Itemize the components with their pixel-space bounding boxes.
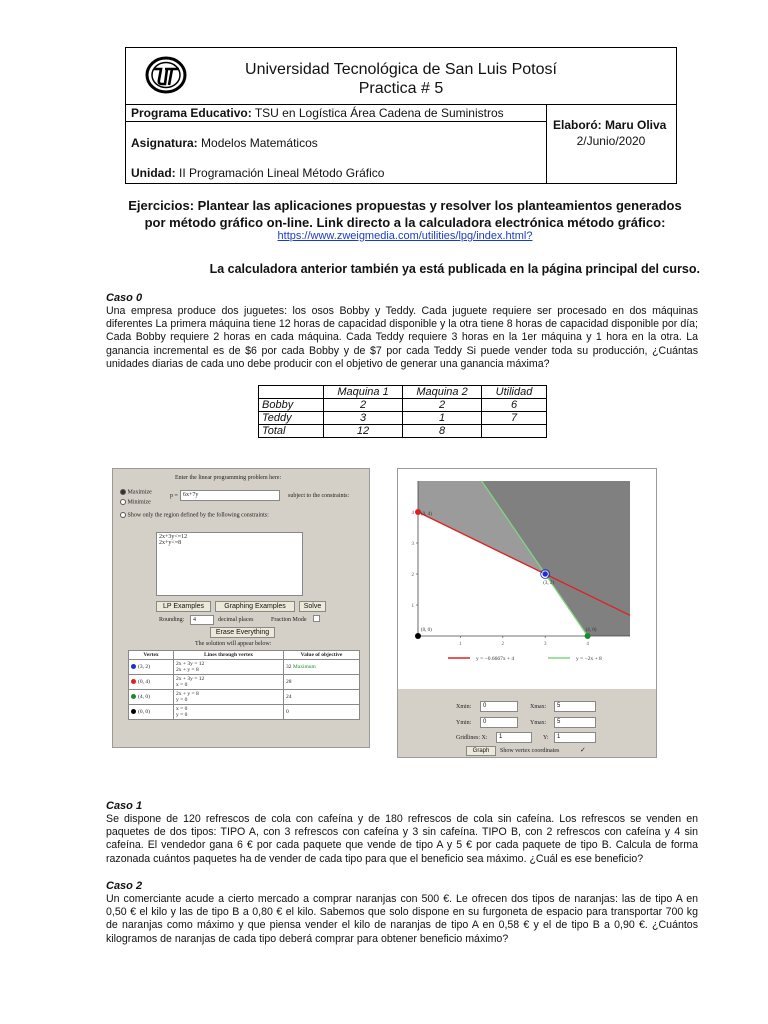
university-title — [126, 60, 676, 98]
fraction-mode-checkbox[interactable] — [313, 615, 320, 622]
asignatura-label: Asignatura: — [131, 136, 198, 150]
objective-cell: 28 — [284, 675, 360, 690]
table-cell: Total — [259, 425, 324, 438]
solution-row — [129, 675, 360, 690]
table-cell: Teddy — [259, 412, 324, 425]
table-cell: 1 — [403, 412, 482, 425]
objective-cell — [284, 660, 360, 675]
programa-label: Programa Educativo: — [131, 106, 252, 120]
graph-settings — [398, 689, 656, 757]
show-only-option[interactable] — [120, 512, 269, 518]
calculator-note: La calculadora anterior también ya está publicada en la página principal del curso. — [209, 262, 700, 276]
line-eq: 2x + 3y = 12 — [176, 661, 205, 667]
lp-graph — [398, 469, 656, 689]
lp-input-panel — [112, 468, 370, 748]
lines-cell — [174, 660, 284, 675]
vertex-label: (0, 0) — [421, 628, 432, 633]
vertex-label: (3, 2) — [543, 581, 555, 586]
lines-cell — [174, 690, 284, 705]
y-tick-label: 3 — [411, 542, 414, 547]
p-label: p = — [170, 493, 178, 499]
solution-row — [129, 660, 360, 675]
gridlines-y-value: 1 — [557, 734, 561, 740]
line-eq: x = 0 — [176, 706, 188, 712]
xmin-label: Xmin: — [456, 704, 472, 710]
table-cell: 12 — [324, 425, 403, 438]
practice-number: Practica # 5 — [358, 80, 444, 97]
rounding-value: 4 — [193, 617, 196, 623]
solution-row — [129, 705, 360, 720]
gridlines-y-label: Y: — [543, 735, 549, 741]
xmax-label: Xmax: — [530, 704, 547, 710]
vertex-dot-icon — [131, 664, 136, 669]
gridlines-x-input[interactable] — [496, 732, 532, 743]
subject-to-label: subject to the constraints: — [288, 493, 350, 499]
graph-button[interactable]: Graph — [466, 746, 496, 756]
maximize-label: Maximize — [127, 489, 152, 496]
vertex-cell — [129, 675, 174, 690]
unidad-value: II Programación Lineal Método Gráfico — [179, 166, 385, 180]
decimal-places-label: decimal places — [218, 617, 254, 623]
vertex-dot-icon — [131, 694, 136, 699]
gridlines-y-input[interactable] — [554, 732, 596, 743]
line-eq: y = 0 — [176, 697, 188, 703]
table-row — [259, 412, 547, 425]
y-tick-label: 2 — [411, 573, 414, 578]
caso-0-title: Caso 0 — [106, 292, 143, 304]
caso-0-text: Una empresa produce dos juguetes: los osos Bobby y Teddy. Cada juguete requiere ser procesado en dos máquinas diferentes La primera máquina tiene 12 horas de capacidad disponible y la otra tiene 8 horas de capacidad disponible por día; Cada Bobby requiere 2 horas en cada máquina. Cada Teddy requiere 3 horas en la 1er máquina y 1 hora en la otra. La ganancia incremental es de $6 por cada Bobby y de $7 por cada Teddy Si puede vender toda su producción, ¿Cuántas unidades diarias de cada uno debe producir con el objetivo de generar una ganancia máxima? — [106, 305, 698, 370]
programa-value: TSU en Logística Área Cadena de Suministros — [254, 106, 504, 120]
table-cell: 7 — [482, 412, 547, 425]
vertex-cell — [129, 660, 174, 675]
rounding-label: Rounding: — [159, 617, 185, 623]
solution-row — [129, 690, 360, 705]
checkmark-icon[interactable]: ✓ — [580, 746, 586, 754]
line-eq: x = 0 — [176, 682, 188, 688]
show-only-label: Show only the region defined by the following constraints: — [127, 512, 269, 519]
constraint-line: 2x+3y<=12 — [159, 534, 188, 540]
table-header: Maquina 2 — [403, 386, 482, 399]
gridlines-x-value: 1 — [499, 734, 503, 740]
table-header — [259, 386, 324, 399]
solution-table — [128, 650, 360, 720]
maximum-tag: Maximum — [292, 664, 316, 670]
table-cell: 3 — [324, 412, 403, 425]
calculator-link[interactable]: https://www.zweigmedia.com/utilities/lpg/index.html? — [277, 230, 533, 242]
author: Elaboró: Maru Oliva — [553, 118, 667, 132]
y-tick-label: 1 — [411, 604, 414, 609]
vertex-dot-icon — [131, 709, 136, 714]
solution-note: The solution will appear below: — [195, 641, 272, 647]
xmax-input[interactable] — [554, 701, 596, 712]
vertex-label: (4, 0) — [585, 628, 597, 633]
rounding-input[interactable] — [190, 615, 214, 625]
table-cell: 6 — [482, 399, 547, 412]
ymax-input[interactable] — [554, 717, 596, 728]
infeasible-region-overlap — [482, 481, 630, 636]
table-cell: 2 — [324, 399, 403, 412]
objective-input[interactable] — [180, 490, 280, 501]
caso-2-text: Un comerciante acude a cierto mercado a comprar naranjas con 500 €. Le ofrecen dos tipos de naranjas: las de tipo A en 0,50 € el kilo y las de tipo B a 0,80 € el kilo. Sabemos que solo dispone en su furgoneta de espacio para transportar 700 kg de naranjas como máximo y que piensa vender el kilo de naranjas de tipo A en 0,58 € y el de tipo B a 0,90 €. ¿Cuántos kilogramos de naranjas de cada tipo deberá comprar para obtener beneficio máximo? — [106, 893, 698, 945]
table-cell: Bobby — [259, 399, 324, 412]
line-eq: 2x + y = 8 — [176, 667, 199, 673]
solution-header: Value of objective — [284, 651, 360, 660]
minimize-label: Minimize — [127, 499, 151, 506]
unidad-label: Unidad: — [131, 166, 176, 180]
table-cell: 2 — [403, 399, 482, 412]
line-eq: y = 0 — [176, 712, 188, 718]
vertex-label: (3, 2) — [138, 664, 150, 670]
legend-label: y = −0.6667x + 4 — [476, 656, 515, 662]
table-header: Maquina 1 — [324, 386, 403, 399]
objective-cell: 0 — [284, 705, 360, 720]
line-eq: 2x + y = 8 — [176, 691, 199, 697]
table-header: Utilidad — [482, 386, 547, 399]
legend-label: y = −2x + 8 — [576, 656, 602, 662]
date: 2/Junio/2020 — [576, 134, 646, 148]
ymax-value: 5 — [557, 719, 561, 725]
asignatura-value: Modelos Matemáticos — [201, 136, 318, 150]
objective-value: 32 — [286, 664, 292, 670]
x-tick-label: 1 — [459, 642, 462, 647]
solve-button[interactable]: Solve — [299, 601, 326, 612]
maximize-option[interactable] — [120, 489, 152, 495]
constraint-line: 2x+y<=8 — [159, 540, 182, 546]
header-title-area — [126, 48, 676, 105]
header-course-info — [126, 104, 546, 183]
graphing-examples-button[interactable]: Graphing Examples — [215, 601, 295, 612]
line-eq: 2x + 3y = 12 — [176, 676, 205, 682]
exercise-instructions — [110, 197, 700, 231]
asignatura-row — [131, 136, 318, 150]
graph-panel — [397, 468, 657, 758]
xmin-value: 0 — [483, 703, 487, 709]
vertex-cell — [129, 705, 174, 720]
divider — [126, 121, 546, 122]
table-row — [259, 399, 547, 412]
x-tick-label: 4 — [586, 642, 589, 647]
fraction-mode-label: Fraction Mode — [271, 617, 307, 623]
table-row — [259, 425, 547, 438]
unidad-row — [131, 166, 384, 180]
xmax-value: 5 — [557, 703, 561, 709]
vertex-cell — [129, 690, 174, 705]
table-cell — [482, 425, 547, 438]
vertex-dot-icon — [131, 679, 136, 684]
header-author-info — [546, 104, 677, 183]
solution-header: Vertex — [129, 651, 174, 660]
x-tick-label: 2 — [501, 642, 505, 647]
caso-0-table — [258, 385, 547, 438]
erase-everything-button[interactable]: Erase Everything — [210, 627, 275, 638]
vertex-label: (0, 4) — [138, 679, 150, 685]
vertex-label: (0, 4) — [421, 512, 432, 517]
instructions-line-1: Ejercicios: Plantear las aplicaciones propuestas y resolver los planteamientos generados — [128, 198, 682, 213]
vertex-label: (0, 0) — [138, 709, 150, 715]
lp-examples-button[interactable]: LP Examples — [156, 601, 211, 612]
gridlines-label: Gridlines: X: — [456, 735, 488, 741]
programa-row — [131, 106, 504, 120]
constraints-textarea[interactable] — [156, 532, 303, 596]
x-tick-label: 3 — [543, 642, 547, 647]
instructions-line-2: por método gráfico on-line. Link directo a la calculadora electrónica método gráfico: — [144, 215, 666, 230]
ymin-value: 0 — [483, 719, 487, 725]
lines-cell — [174, 705, 284, 720]
ymin-label: Ymin: — [456, 720, 472, 726]
caso-2-title: Caso 2 — [106, 880, 143, 892]
vertex-point — [542, 571, 548, 577]
lines-cell — [174, 675, 284, 690]
university-name: Universidad Tecnológica de San Luis Potosí — [245, 61, 557, 78]
vertex-point — [415, 633, 421, 639]
caso-1-text: Se dispone de 120 refrescos de cola con cafeína y de 180 refrescos de cola sin cafeína. Los refrescos se venden en paquetes de dos tipos: TIPO A, con 3 refrescos con cafeína y 3 sin cafeína. TIPO B, con 2 refrescos con cafeína y 4 sin cafeína. El vendedor gana 6 € por cada paquete que vende de tipo A y 5 € por cada paquete de tipo B. Calcula de forma razonada cuántos paquetes ha de vender de cada tipo para que el beneficio sea máximo. ¿Cuál es ese beneficio? — [106, 813, 698, 865]
vertex-point — [585, 633, 591, 639]
minimize-option[interactable] — [120, 499, 151, 505]
solution-header-row — [129, 651, 360, 660]
lp-heading: Enter the linear programming problem here: — [175, 475, 282, 481]
ymax-label: Ymax: — [530, 720, 547, 726]
xmin-input[interactable] — [480, 701, 518, 712]
vertex-label: (4, 0) — [138, 694, 150, 700]
table-cell: 8 — [403, 425, 482, 438]
objective-cell: 24 — [284, 690, 360, 705]
table-header-row — [259, 386, 547, 399]
y-tick-label: 4 — [411, 511, 414, 516]
ymin-input[interactable] — [480, 717, 518, 728]
show-coordinates-label: Show vertex coordinates — [500, 748, 560, 754]
caso-1-title: Caso 1 — [106, 800, 143, 812]
header-box — [125, 47, 677, 184]
solution-header: Lines through vertex — [174, 651, 284, 660]
objective-value: 6x+7y — [183, 492, 199, 498]
